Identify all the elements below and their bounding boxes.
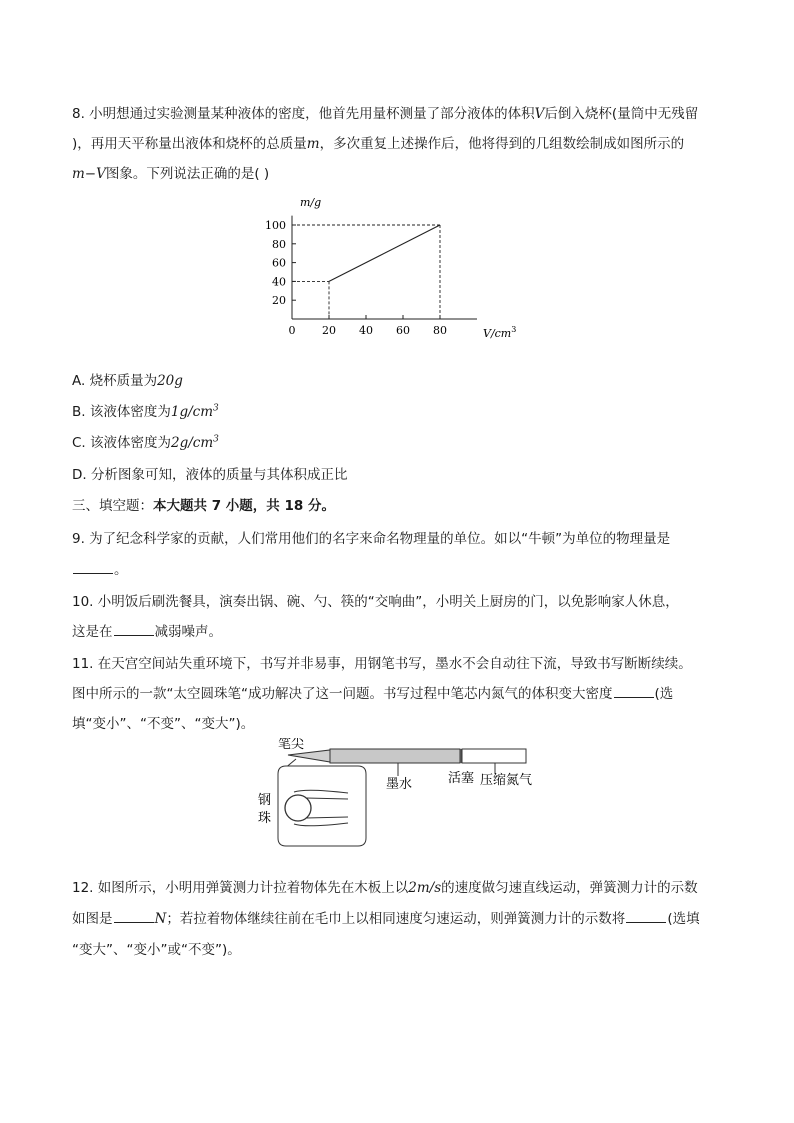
- y-tick-label: 80: [272, 237, 286, 251]
- x-axis-label-main: V/cm: [483, 327, 512, 340]
- y-tick-label: 60: [272, 256, 286, 270]
- space-pen-diagram: [248, 738, 548, 850]
- q9-line-2: 。: [72, 560, 128, 580]
- chart-dashed-guides: [292, 225, 440, 319]
- label-piston: 活塞: [448, 771, 475, 786]
- answer-blank[interactable]: [114, 910, 154, 923]
- q12-line-2: 如图是 N；若拉着物体继续往前在毛巾上以相同速度匀速运动，则弹簧测力计的示数将 (选填: [72, 911, 700, 927]
- q8-line-2: )，再用天平称量出液体和烧杯的总质量m，多次重复上述操作后，他将得到的几组数绘制成如图所示的: [72, 136, 685, 152]
- q11-line-3: 填“变小”、“不变”、“变大”)。: [72, 716, 255, 732]
- y-axis-label: m/g: [300, 196, 322, 209]
- q8-line-1: 8. 小明想通过实验测量某种液体的密度，他首先用量杯测量了部分液体的体积V后倒入烧杯(量筒中无残留: [72, 106, 699, 122]
- x-tick-label: 40: [359, 324, 373, 337]
- label-tip: 笔尖: [278, 738, 305, 752]
- label-ball-2: 珠: [258, 811, 272, 826]
- chart-labels: [265, 196, 516, 340]
- pen-body: [288, 749, 526, 763]
- x-tick-label: 60: [396, 324, 410, 337]
- q8-option-c: C. 该液体密度为$2g/cm^3$: [72, 434, 219, 451]
- chart-series: [329, 225, 440, 281]
- q12-line-1: 12. 如图所示，小明用弹簧测力计拉着物体先在木板上以2m/s的速度做匀速直线运动，弹簧测力计的示数: [72, 880, 698, 896]
- q8-option-d: D. 分析图象可知，液体的质量与其体积成正比: [72, 467, 348, 483]
- q12-line-3: “变大”、“变小”或“不变”)。: [72, 942, 241, 958]
- x-axis-label-exponent: 3: [511, 325, 517, 334]
- answer-blank[interactable]: [626, 910, 666, 923]
- x-axis-label: [483, 325, 516, 340]
- q8-option-a: A. 烧杯质量为20g: [72, 373, 183, 389]
- q9-line-1: 9. 为了纪念科学家的贡献，人们常用他们的名字来命名物理量的单位。如以“牛顿”为单位的物理量是: [72, 531, 671, 547]
- q11-line-1: 11. 在天宫空间站失重环境下，书写并非易事，用钢笔书写，墨水不会自动往下流，导致书写断断续续。: [72, 656, 692, 672]
- label-ball-1: 钢: [258, 793, 272, 808]
- y-tick-label: 40: [272, 275, 286, 289]
- answer-blank[interactable]: [114, 623, 154, 636]
- q8-option-b: B. 该液体密度为$1g/cm^3$: [72, 403, 219, 420]
- x-tick-label: 20: [322, 324, 336, 337]
- q8-line-3: m−V图象。下列说法正确的是( ): [72, 166, 270, 182]
- tip-magnifier: [278, 759, 366, 846]
- chart-axes: [292, 216, 477, 319]
- x-tick-label: 0: [288, 324, 296, 337]
- y-tick-label: 20: [272, 294, 286, 308]
- m-v-graph: [260, 188, 540, 348]
- y-tick-label: 100: [265, 219, 286, 232]
- label-ink: 墨水: [386, 777, 413, 792]
- q10-line-2: 这是在 减弱噪声。: [72, 624, 222, 640]
- x-tick-label: 80: [433, 324, 447, 337]
- q11-line-2: 图中所示的一款“太空圆珠笔“成功解决了这一问题。书写过程中笔芯内氮气的体积变大密度 (选: [72, 686, 674, 702]
- label-gas: 压缩氮气: [480, 773, 533, 788]
- section-heading: 三、填空题：本大题共 7 小题，共 18 分。: [72, 498, 335, 514]
- q10-line-1: 10. 小明饭后刷洗餐具，演奏出锅、碗、勺、筷的“交响曲”，小明关上厨房的门，以免影响家人休息，: [72, 594, 679, 610]
- series-line: [329, 225, 440, 281]
- answer-blank[interactable]: [73, 561, 113, 574]
- answer-blank[interactable]: [614, 685, 654, 698]
